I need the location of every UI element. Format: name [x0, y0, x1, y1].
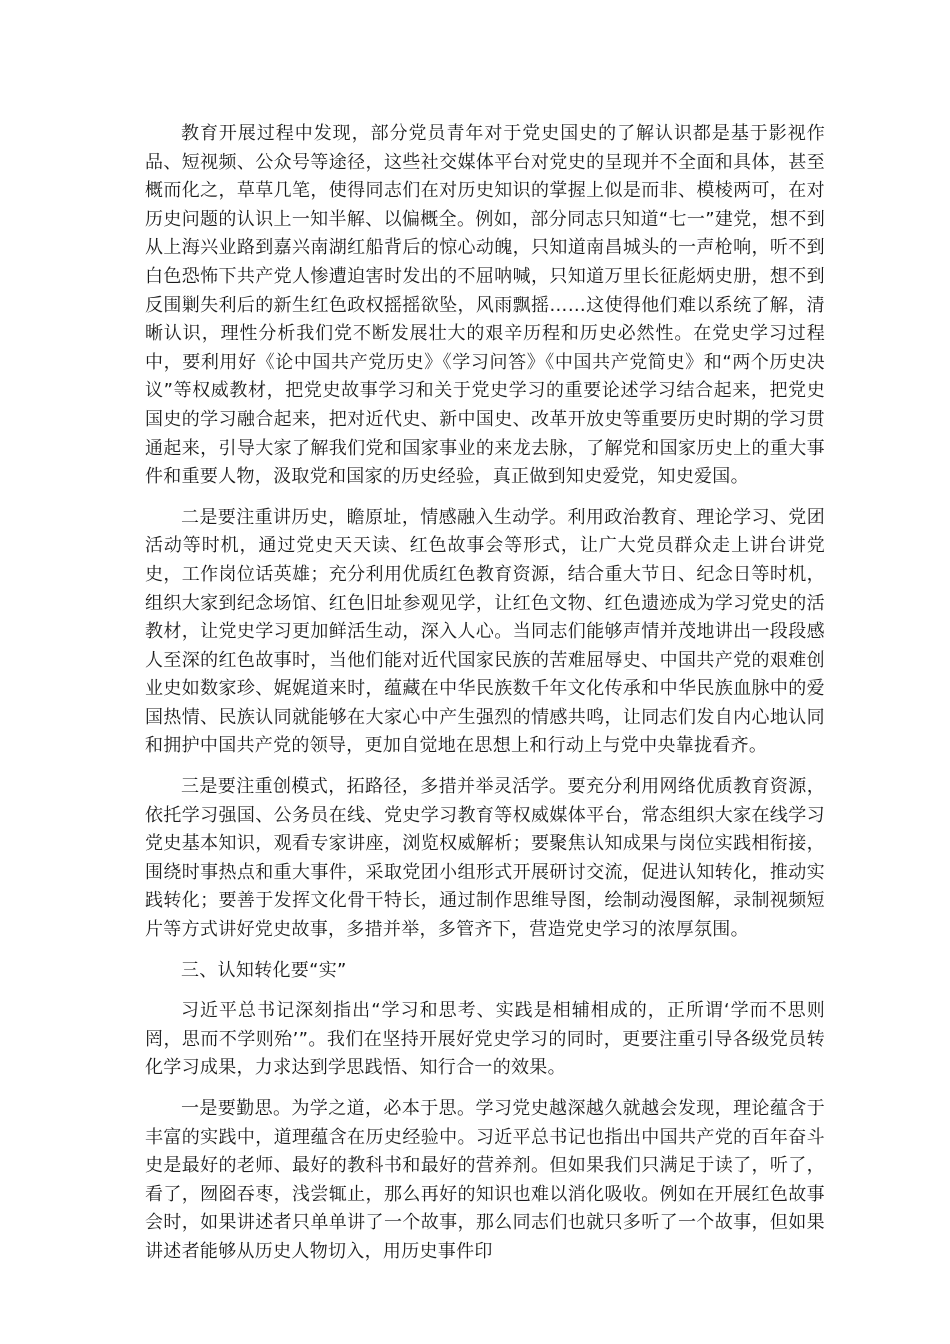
paragraph-xi-quote: 习近平总书记深刻指出“学习和思考、实践是相辅相成的，正所谓‘学而不思则罔，思而不学则殆’”。我们在坚持开展好党史学习的同时，更要注重引导各级党员转化学习成果，力求达到学思践悟、知行合一的效果。	[145, 1000, 825, 1079]
paragraph-innovate-mode: 三是要注重创模式，拓路径，多措并举灵活学。要充分利用网络优质教育资源，依托学习强国、公务员在线、党史学习教育等权威媒体平台，常态组织大家在线学习党史基本知识，观看专家讲座，浏览权威解析；要聚焦认知成果与岗位实践相衔接，围绕时事热点和重大事件，采取党团小组形式开展研讨交流，促进认知转化，推动实践转化；要善于发挥文化骨干特长，通过制作思维导图，绘制动漫图解，录制视频短片等方式讲好党史故事，多措并举，多管齐下，营造党史学习的浓厚氛围。	[145, 776, 825, 941]
paragraph-tell-history: 二是要注重讲历史，瞻原址，情感融入生动学。利用政治教育、理论学习、党团活动等时机，通过党史天天读、红色故事会等形式，让广大党员群众走上讲台讲党史，工作岗位话英雄；充分利用优质红色教育资源，结合重大节日、纪念日等时机，组织大家到纪念场馆、红色旧址参观见学，让红色文物、红色遗迹成为学习党史的活教材，让党史学习更加鲜活生动，深入人心。当同志们能够声情并茂地讲出一段段感人至深的红色故事时，当他们能对近代国家民族的苦难屈辱史、中国共产党的艰难创业史如数家珍、娓娓道来时，蕴藏在中华民族数千年文化传承和中华民族血脉中的爱国热情、民族认同就能够在大家心中产生强烈的情感共鸣，让同志们发自内心地认同和拥护中国共产党的领导，更加自觉地在思想上和行动上与党中央靠拢看齐。	[145, 506, 825, 757]
paragraph-education-findings: 教育开展过程中发现，部分党员青年对于党史国史的了解认识都是基于影视作品、短视频、公众号等途径，这些社交媒体平台对党史的呈现并不全面和具体，甚至概而化之，草草几笔，使得同志们在对历史知识的掌握上似是而非、模棱两可，在对历史问题的认识上一知半解、以偏概全。例如，部分同志只知道“七一”建党，想不到从上海兴业路到嘉兴南湖红船背后的惊心动魄，只知道南昌城头的一声枪响，听不到白色恐怖下共产党人惨遭迫害时发出的不屈呐喊，只知道万里长征彪炳史册，想不到反围剿失利后的新生红色政权摇摇欲坠，风雨飘摇……这使得他们难以系统了解，清晰认识，理性分析我们党不断发展壮大的艰辛历程和历史必然性。在党史学习过程中，要利用好《论中国共产党历史》《学习问答》《中国共产党简史》和“两个历史决议”等权威教材，把党史故事学习和关于党史学习的重要论述学习结合起来，把党史国史的学习融合起来，把对近代史、新中国史、改革开放史等重要历史时期的学习贯通起来，引导大家了解我们党和国家事业的来龙去脉，了解党和国家历史上的重大事件和重要人物，汲取党和国家的历史经验，真正做到知史爱党，知史爱国。	[145, 123, 825, 488]
section-heading: 三、认知转化要“实”	[181, 959, 347, 981]
paragraph-diligent-thinking: 一是要勤思。为学之道，必本于思。学习党史越深越久就越会发现，理论蕴含于丰富的实践中，道理蕴含在历史经验中。习近平总书记也指出中国共产党的百年奋斗史是最好的老师、最好的教科书和最好的营养剂。但如果我们只满足于读了，听了，看了，囫囵吞枣，浅尝辄止，那么再好的知识也难以消化吸收。例如在开展红色故事会时，如果讲述者只单单讲了一个故事，那么同志们也就只多听了一个故事，但如果讲述者能够从历史人物切入，用历史事件印	[145, 1098, 825, 1262]
document-body	[145, 120, 825, 1279]
